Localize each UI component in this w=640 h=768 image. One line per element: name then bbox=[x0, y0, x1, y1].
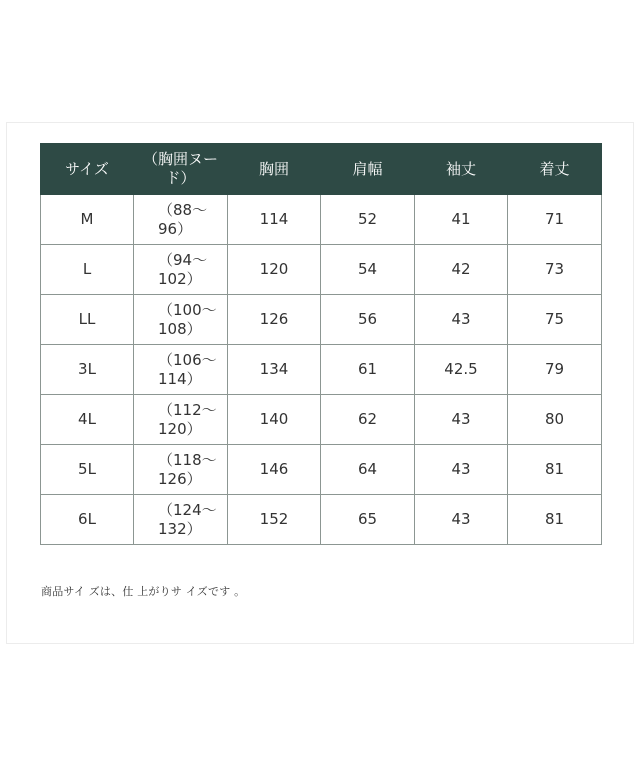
header-size: サイズ bbox=[41, 144, 134, 195]
size-cell: L bbox=[41, 245, 134, 295]
length-cell: 73 bbox=[508, 245, 602, 295]
shoulder-cell: 61 bbox=[321, 345, 415, 395]
size-cell: 5L bbox=[41, 445, 134, 495]
sleeve-cell: 43 bbox=[415, 395, 508, 445]
shoulder-cell: 64 bbox=[321, 445, 415, 495]
size-chart-table bbox=[40, 143, 602, 545]
sleeve-cell: 42.5 bbox=[415, 345, 508, 395]
table-row bbox=[41, 445, 602, 495]
size-cell: LL bbox=[41, 295, 134, 345]
shoulder-cell: 62 bbox=[321, 395, 415, 445]
table-row bbox=[41, 195, 602, 245]
header-sleeve-length: 袖丈 bbox=[415, 144, 508, 195]
bust-nude-cell: （112〜120） bbox=[134, 395, 228, 445]
sleeve-cell: 43 bbox=[415, 495, 508, 545]
size-cell: 4L bbox=[41, 395, 134, 445]
bust-nude-cell: （94〜102） bbox=[134, 245, 228, 295]
table-row bbox=[41, 245, 602, 295]
bust-cell: 126 bbox=[228, 295, 321, 345]
length-cell: 81 bbox=[508, 495, 602, 545]
shoulder-cell: 56 bbox=[321, 295, 415, 345]
sleeve-cell: 41 bbox=[415, 195, 508, 245]
bust-cell: 120 bbox=[228, 245, 321, 295]
sleeve-cell: 42 bbox=[415, 245, 508, 295]
table-row bbox=[41, 395, 602, 445]
length-cell: 80 bbox=[508, 395, 602, 445]
bust-cell: 114 bbox=[228, 195, 321, 245]
shoulder-cell: 65 bbox=[321, 495, 415, 545]
length-cell: 81 bbox=[508, 445, 602, 495]
sleeve-cell: 43 bbox=[415, 445, 508, 495]
size-cell: 3L bbox=[41, 345, 134, 395]
bust-nude-cell: （106〜114） bbox=[134, 345, 228, 395]
table-row bbox=[41, 345, 602, 395]
bust-nude-cell: （88〜96） bbox=[134, 195, 228, 245]
shoulder-cell: 54 bbox=[321, 245, 415, 295]
size-note: 商品サイ ズは、仕 上がりサ イズです 。 bbox=[41, 585, 246, 598]
size-cell: M bbox=[41, 195, 134, 245]
bust-nude-cell: （118〜126） bbox=[134, 445, 228, 495]
shoulder-cell: 52 bbox=[321, 195, 415, 245]
bust-nude-cell: （124〜132） bbox=[134, 495, 228, 545]
bust-nude-cell: （100〜108） bbox=[134, 295, 228, 345]
bust-cell: 146 bbox=[228, 445, 321, 495]
bust-cell: 152 bbox=[228, 495, 321, 545]
table-row bbox=[41, 295, 602, 345]
header-bust-nude: （胸囲ヌード） bbox=[134, 144, 228, 195]
header-body-length: 着丈 bbox=[508, 144, 602, 195]
size-cell: 6L bbox=[41, 495, 134, 545]
table-header-row bbox=[41, 144, 602, 195]
bust-cell: 140 bbox=[228, 395, 321, 445]
length-cell: 75 bbox=[508, 295, 602, 345]
sleeve-cell: 43 bbox=[415, 295, 508, 345]
length-cell: 71 bbox=[508, 195, 602, 245]
table-row bbox=[41, 495, 602, 545]
length-cell: 79 bbox=[508, 345, 602, 395]
header-shoulder-width: 肩幅 bbox=[321, 144, 415, 195]
bust-cell: 134 bbox=[228, 345, 321, 395]
header-bust: 胸囲 bbox=[228, 144, 321, 195]
